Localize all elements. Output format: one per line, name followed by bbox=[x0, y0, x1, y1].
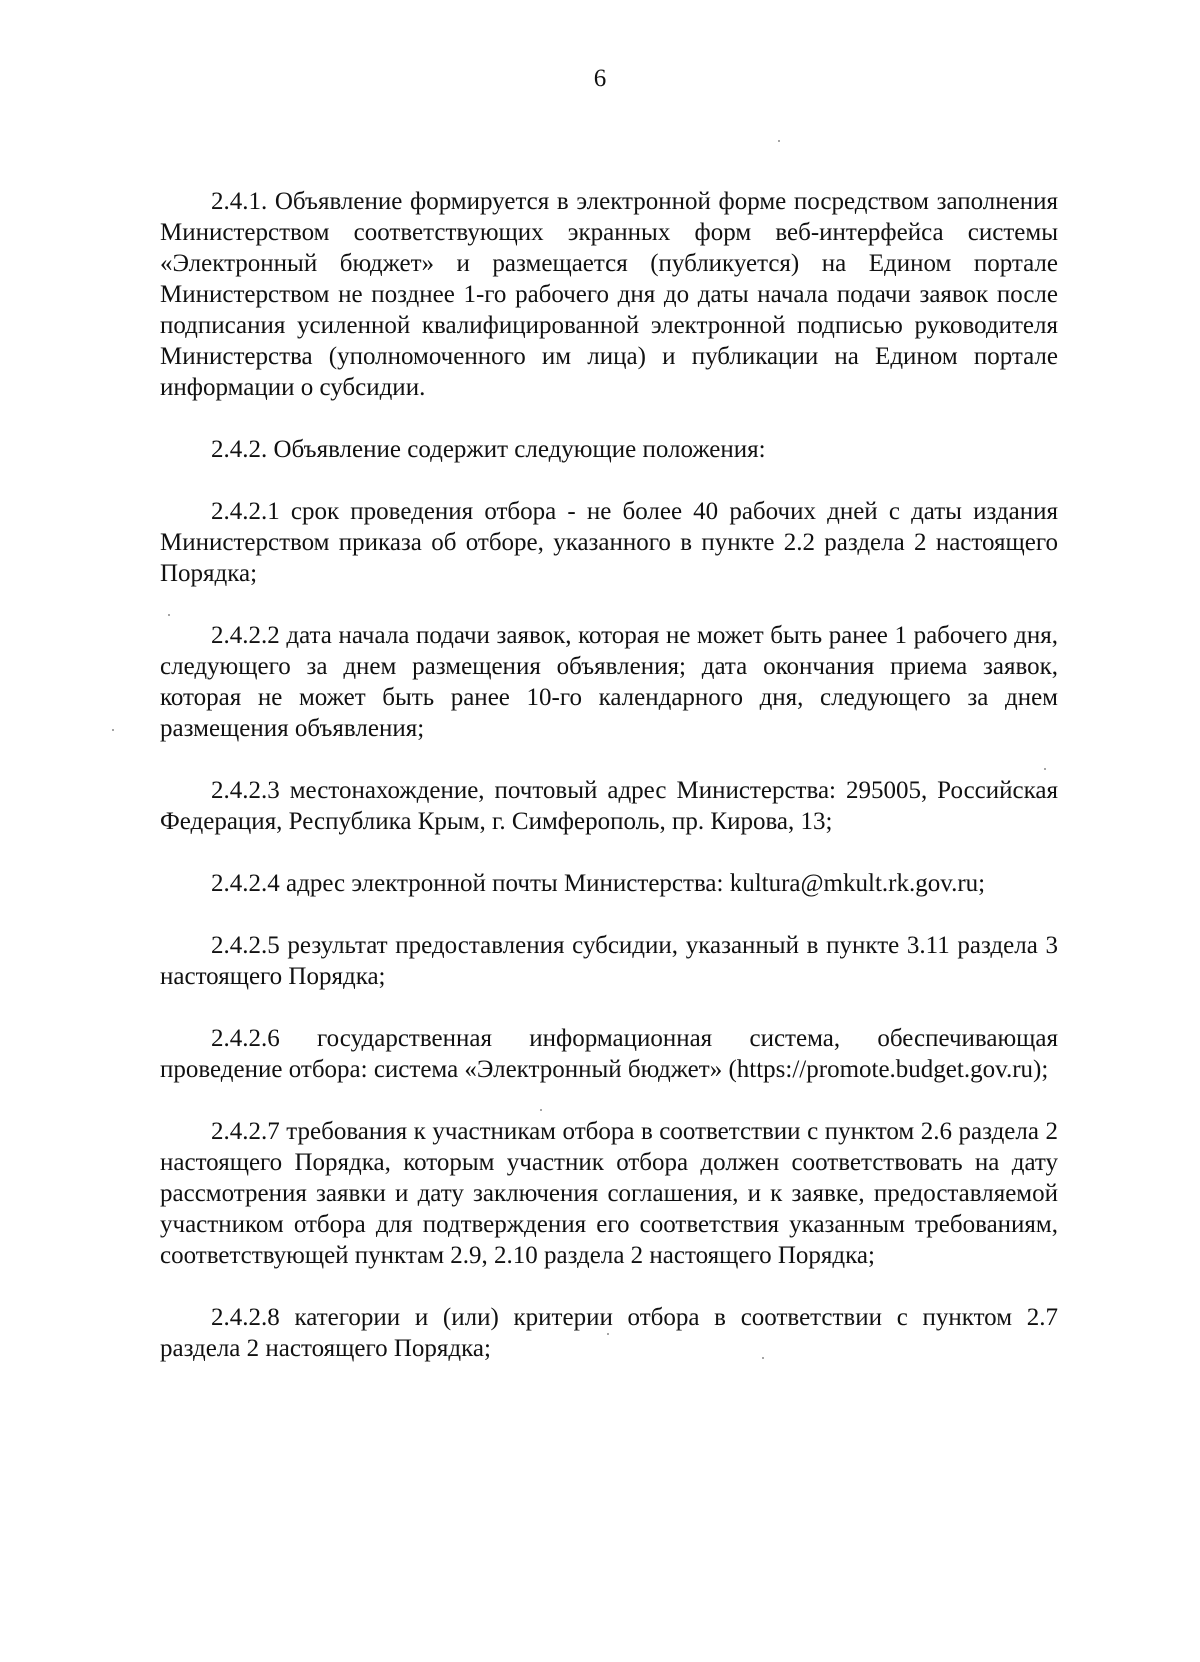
paragraph-2-4-2-3: 2.4.2.3 местонахождение, почтовый адрес Министерства: 295005, Российская Федерация, Республика Крым, г. Симферополь, пр. Кирова, 13; bbox=[160, 777, 1058, 835]
scan-speck bbox=[1044, 768, 1046, 770]
document-body bbox=[160, 186, 1058, 1364]
paragraph-2-4-2-8: 2.4.2.8 категории и (или) критерии отбора в соответствии с пунктом 2.7 раздела 2 настоящего Порядка; bbox=[160, 1304, 1058, 1362]
scan-speck bbox=[607, 1333, 609, 1335]
scan-speck bbox=[762, 1357, 764, 1359]
paragraph-2-4-2-2: 2.4.2.2 дата начала подачи заявок, которая не может быть ранее 1 рабочего дня, следующего за днем размещения объявления; дата окончания приема заявок, которая не может быть ранее 10-го календарного дня, следующего за днем размещения объявления; bbox=[160, 622, 1058, 742]
paragraph-2-4-2-1: 2.4.2.1 срок проведения отбора - не более 40 рабочих дней с даты издания Министерством приказа об отборе, указанного в пункте 2.2 раздела 2 настоящего Порядка; bbox=[160, 498, 1058, 587]
paragraph-2-4-2-4: 2.4.2.4 адрес электронной почты Министерства: kultura@mkult.rk.gov.ru; bbox=[211, 870, 986, 897]
paragraph-2-4-2-5: 2.4.2.5 результат предоставления субсидии, указанный в пункте 3.11 раздела 3 настоящего Порядка; bbox=[160, 932, 1058, 990]
scan-speck bbox=[112, 729, 114, 731]
paragraph-2-4-1: 2.4.1. Объявление формируется в электронной форме посредством заполнения Министерством соответствующих экранных форм веб-интерфейса системы «Электронный бюджет» и размещается (публикуется) на Едином портале Министерством не позднее 1-го рабочего дня до даты начала подачи заявок после подписания усиленной квалифицированной электронной подписью руководителя Министерства (уполномоченного им лица) и публикации на Едином портале информации о субсидии. bbox=[160, 188, 1058, 401]
scan-speck bbox=[168, 614, 170, 616]
paragraph-2-4-2-7: 2.4.2.7 требования к участникам отбора в соответствии с пунктом 2.6 раздела 2 настоящего Порядка, которым участник отбора должен соответствовать на дату рассмотрения заявки и дату заключения соглашения, и к заявке, предоставляемой участником отбора для подтверждения его соответствия указанным требованиям, соответствующей пунктам 2.9, 2.10 раздела 2 настоящего Порядка; bbox=[160, 1118, 1058, 1269]
scan-speck bbox=[540, 1109, 542, 1111]
paragraph-2-4-2-6: 2.4.2.6 государственная информационная система, обеспечивающая проведение отбора: система «Электронный бюджет» (https://promote.budget.gov.ru); bbox=[160, 1025, 1058, 1083]
scan-speck bbox=[778, 140, 780, 142]
paragraph-2-4-2: 2.4.2. Объявление содержит следующие положения: bbox=[211, 436, 766, 463]
page-number: 6 bbox=[593, 65, 607, 92]
